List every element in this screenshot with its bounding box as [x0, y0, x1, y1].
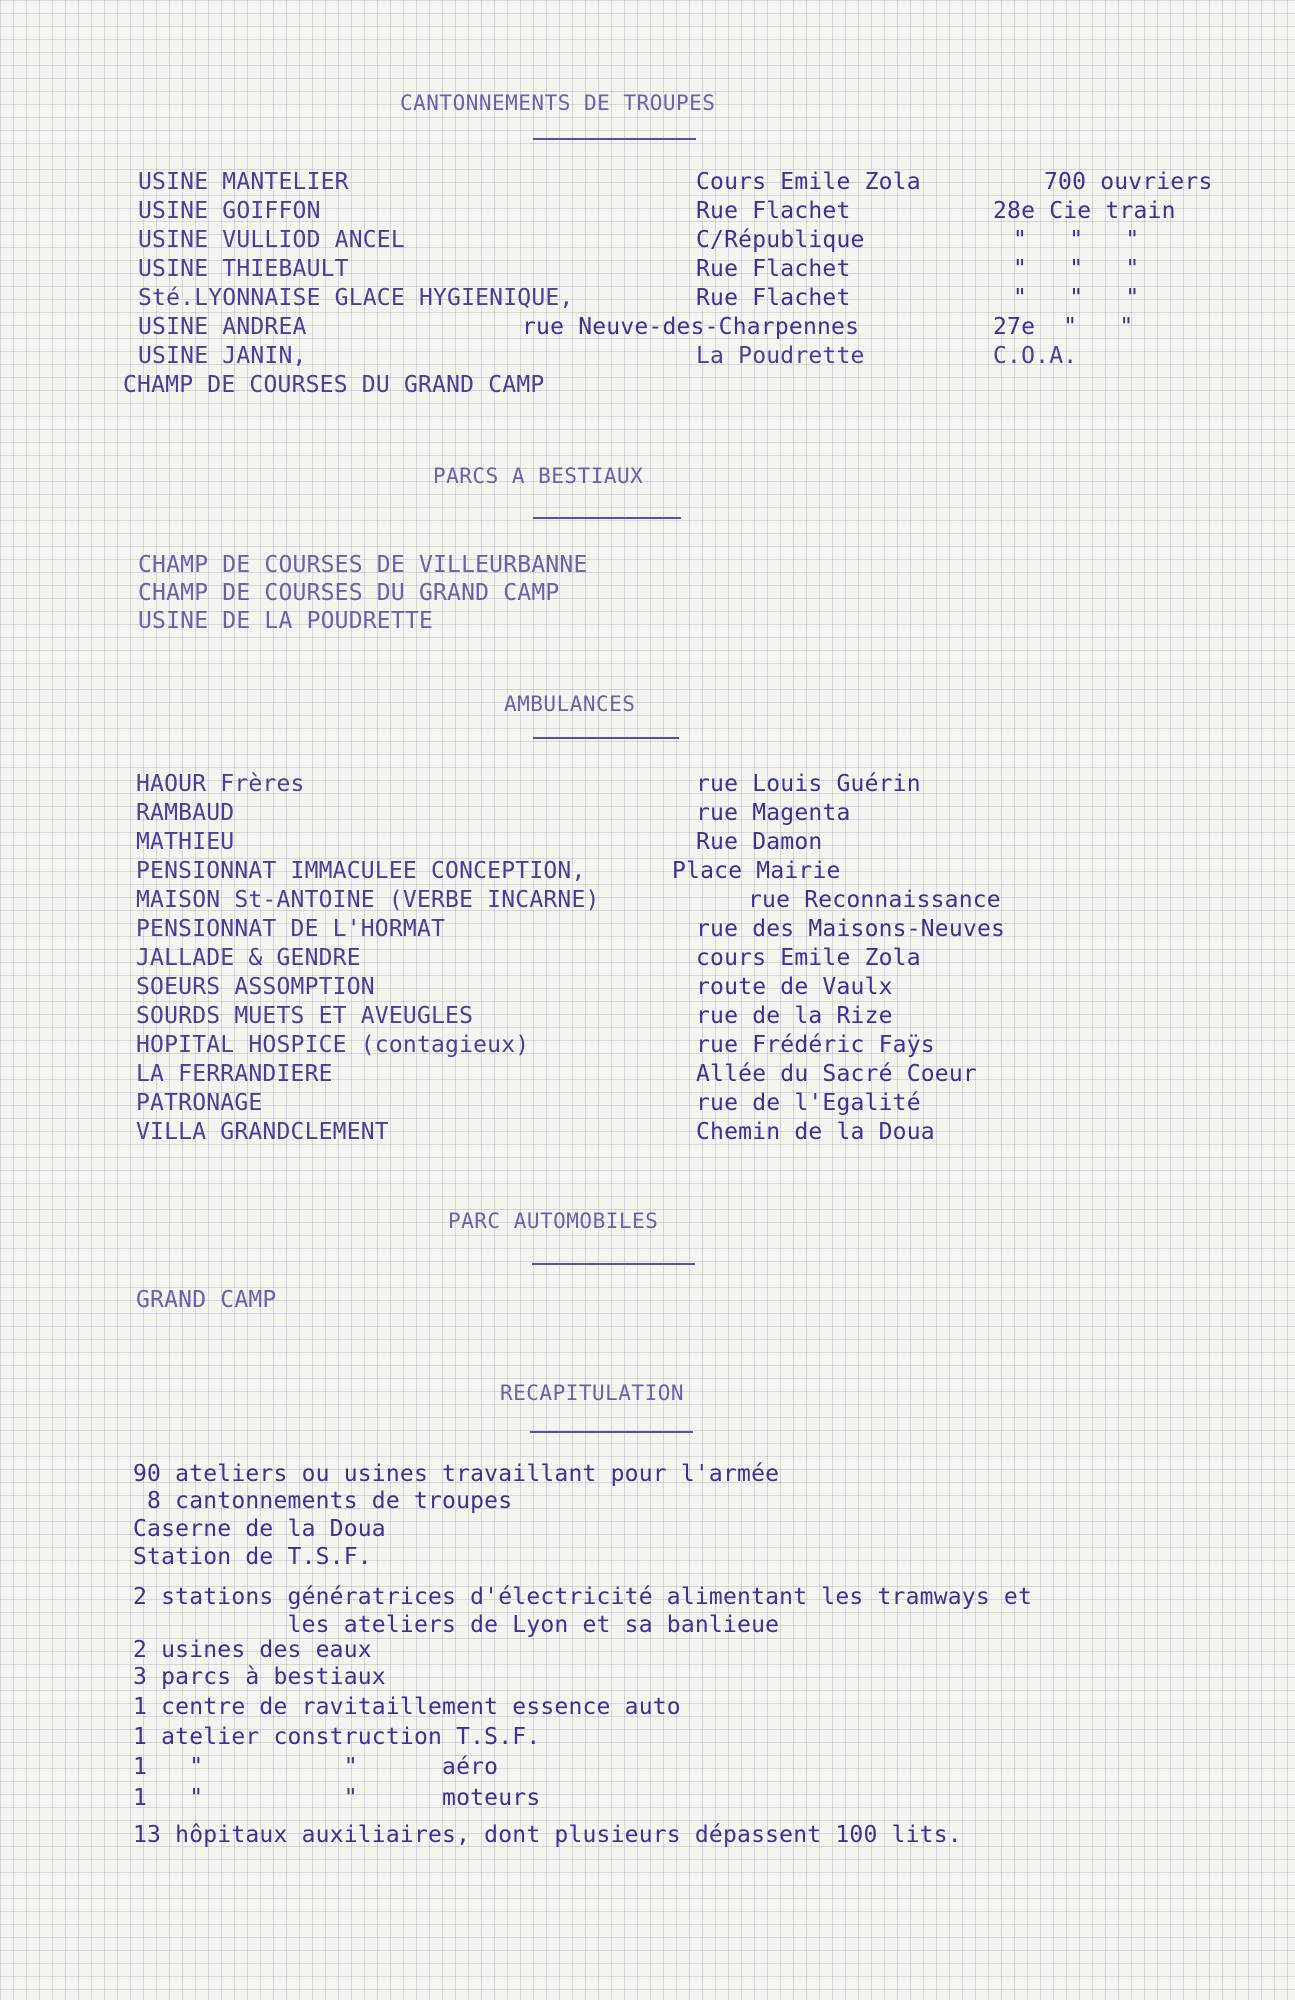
recap-line: Station de T.S.F.	[133, 1544, 372, 1570]
recap-line: 1 atelier construction T.S.F.	[133, 1724, 541, 1750]
row-address: Rue Flachet	[696, 256, 851, 282]
section-title-parc-automobiles: PARC AUTOMOBILES	[448, 1209, 659, 1233]
row-name: RAMBAUD	[136, 800, 235, 826]
row-name: PENSIONNAT DE L'HORMAT	[136, 916, 446, 942]
recap-line: 13 hôpitaux auxiliaires, dont plusieurs dépassent 100 lits.	[133, 1822, 962, 1848]
section-title-recapitulation: RECAPITULATION	[500, 1381, 685, 1405]
list-item: GRAND CAMP	[136, 1287, 277, 1313]
row-name: PATRONAGE	[136, 1090, 263, 1116]
row-name: HOPITAL HOSPICE (contagieux)	[136, 1032, 530, 1058]
row-name: CHAMP DE COURSES DU GRAND CAMP	[123, 372, 545, 398]
section-title-parcs-bestiaux: PARCS A BESTIAUX	[433, 464, 644, 488]
row-name: PENSIONNAT IMMACULEE CONCEPTION,	[136, 858, 586, 884]
list-item: CHAMP DE COURSES DU GRAND CAMP	[138, 580, 560, 606]
title-underline	[533, 517, 681, 519]
row-note: " " "	[1013, 285, 1140, 311]
row-address: rue des Maisons-Neuves	[696, 916, 1006, 942]
recap-line: les ateliers de Lyon et sa banlieue	[133, 1612, 780, 1638]
row-address: rue Frédéric Faÿs	[696, 1032, 935, 1058]
row-name: HAOUR Frères	[136, 771, 305, 797]
row-name: MATHIEU	[136, 829, 235, 855]
row-name: SOURDS MUETS ET AVEUGLES	[136, 1003, 474, 1029]
row-address: Rue Damon	[696, 829, 823, 855]
row-address: Rue Flachet	[696, 198, 851, 224]
title-underline	[533, 737, 679, 739]
list-item: CHAMP DE COURSES DE VILLEURBANNE	[138, 552, 588, 578]
row-address: Chemin de la Doua	[696, 1119, 935, 1145]
row-name: LA FERRANDIERE	[136, 1061, 333, 1087]
recap-line: Caserne de la Doua	[133, 1516, 386, 1542]
row-note: C.O.A.	[993, 343, 1078, 369]
row-note: " " "	[1013, 256, 1140, 282]
row-address: C/République	[696, 227, 865, 253]
recap-line: 8 cantonnements de troupes	[133, 1488, 513, 1514]
recap-line: 3 parcs à bestiaux	[133, 1664, 386, 1690]
recap-line: 2 stations génératrices d'électricité alimentant les tramways et	[133, 1584, 1033, 1610]
row-address: rue de la Rize	[696, 1003, 893, 1029]
row-address: rue Louis Guérin	[696, 771, 921, 797]
row-name: USINE THIEBAULT	[138, 256, 349, 282]
row-name: MAISON St-ANTOINE (VERBE INCARNE)	[136, 887, 600, 913]
row-address: rue Reconnaissance	[748, 887, 1001, 913]
title-underline	[532, 1263, 695, 1265]
row-note: 700 ouvriers	[1044, 169, 1213, 195]
recap-line: 1 " " moteurs	[133, 1785, 541, 1811]
section-title-ambulances: AMBULANCES	[504, 692, 636, 716]
row-address: rue de l'Egalité	[696, 1090, 921, 1116]
recap-line: 90 ateliers ou usines travaillant pour l'armée	[133, 1461, 780, 1487]
row-address: cours Emile Zola	[696, 945, 921, 971]
row-note: " " "	[1013, 227, 1140, 253]
recap-line: 1 " " aéro	[133, 1754, 499, 1780]
row-address: Place Mairie	[672, 858, 841, 884]
row-address: La Poudrette	[696, 343, 865, 369]
row-name: USINE ANDREA	[138, 314, 307, 340]
row-name: USINE MANTELIER	[138, 169, 349, 195]
row-name: USINE JANIN,	[138, 343, 307, 369]
row-name: Sté.LYONNAISE GLACE HYGIENIQUE,	[138, 285, 574, 311]
row-name: SOEURS ASSOMPTION	[136, 974, 375, 1000]
row-address: Cours Emile Zola	[696, 169, 921, 195]
section-title-cantonnements: CANTONNEMENTS DE TROUPES	[400, 91, 716, 115]
row-address: Allée du Sacré Coeur	[696, 1061, 977, 1087]
row-name: USINE GOIFFON	[138, 198, 321, 224]
row-name: VILLA GRANDCLEMENT	[136, 1119, 389, 1145]
title-underline	[530, 1431, 693, 1433]
title-underline	[533, 138, 696, 140]
row-note: 28e Cie train	[993, 198, 1176, 224]
row-name: JALLADE & GENDRE	[136, 945, 361, 971]
row-address: Rue Flachet	[696, 285, 851, 311]
row-address: route de Vaulx	[696, 974, 893, 1000]
recap-line: 1 centre de ravitaillement essence auto	[133, 1694, 681, 1720]
recap-line: 2 usines des eaux	[133, 1637, 372, 1663]
row-name: USINE VULLIOD ANCEL	[138, 227, 405, 253]
row-note: 27e " "	[993, 314, 1134, 340]
list-item: USINE DE LA POUDRETTE	[138, 608, 433, 634]
row-address: rue Neuve-des-Charpennes	[522, 314, 860, 340]
row-address: rue Magenta	[696, 800, 851, 826]
